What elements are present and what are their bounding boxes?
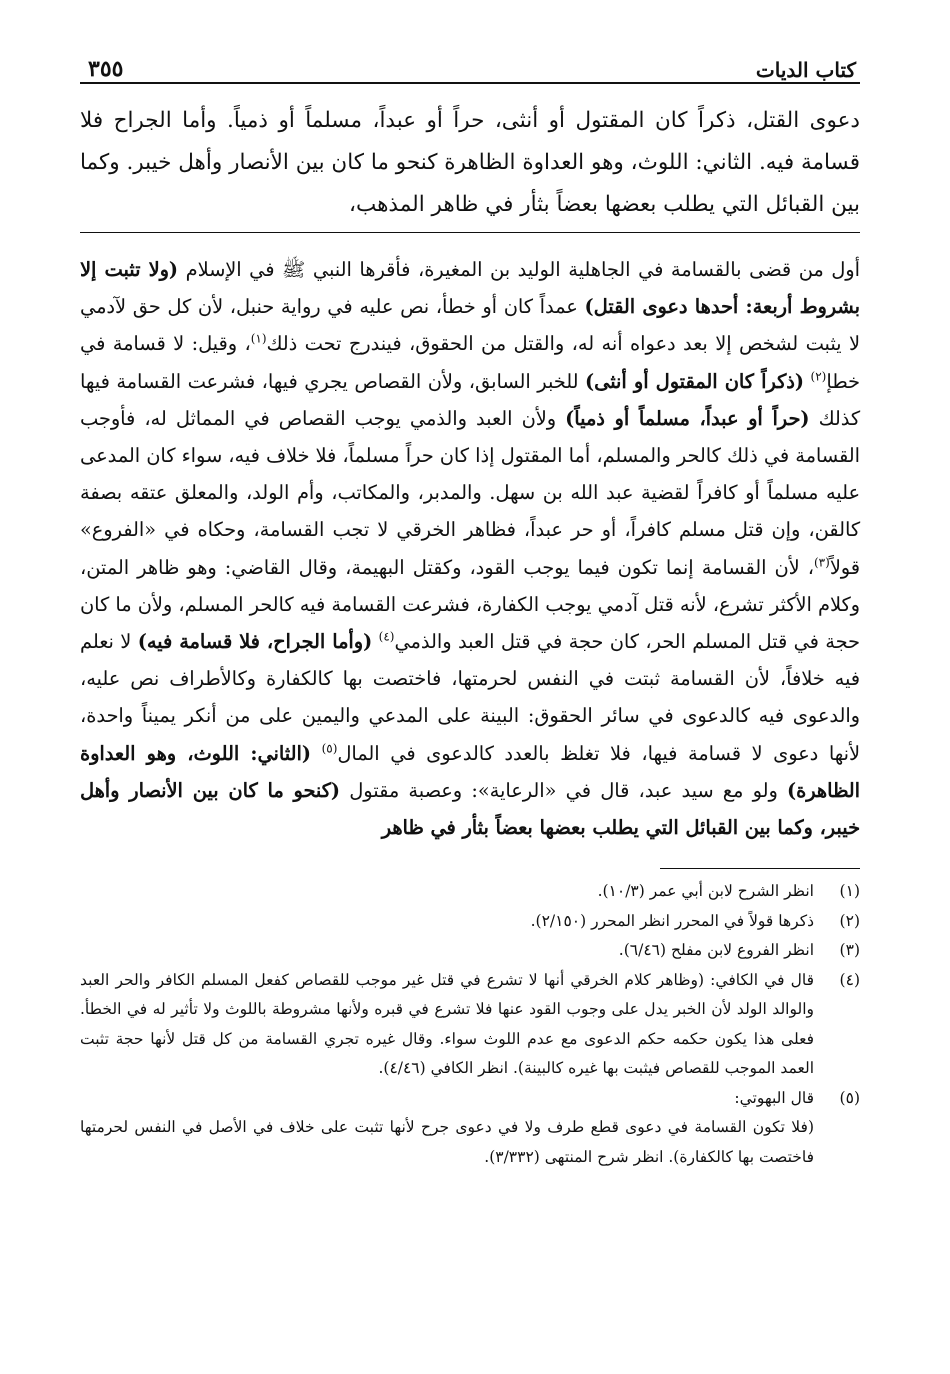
footnote-ref-1[interactable]: (١) xyxy=(250,331,267,346)
footnote-text: (فلا تكون القسامة في دعوى قطع طرف ولا في دعوى جرح لأنها تثبت على خلاف في الأصل في النفس لحرمتها فاختصت بها كالكفارة). انظر شرح المنتهى (٣/٣٣٢). xyxy=(80,1118,814,1166)
footnote-text: قال البهوتي: xyxy=(734,1088,814,1107)
matn-separator xyxy=(80,232,860,233)
footnote-number: (٥) xyxy=(839,1088,860,1107)
matn-quote: (حراً أو عبداً، مسلماً أو ذمياً) xyxy=(565,406,810,430)
footnote-number: (١) xyxy=(839,882,860,901)
footnote-text: انظر الشرح لابن أبي عمر (١٠/٣). xyxy=(597,882,814,901)
matn-quote: (ذكراً كان المقتول أو أنثى) xyxy=(585,369,804,393)
footnote-text: انظر الفروع لابن مفلح (٦/٤٦). xyxy=(618,941,814,960)
footnote-item xyxy=(80,966,860,1084)
matn-quote: (كنحو ما كان بين الأنصار وأهل خيبر، وكما بين القبائل التي يطلب بعضها بعضاً بثأر في ظاهر xyxy=(80,778,860,840)
footnote-ref-2[interactable]: (٢) xyxy=(810,369,827,384)
footnote-ref-4[interactable]: (٤) xyxy=(378,629,395,644)
matn-text: دعوى القتل، ذكراً كان المقتول أو أنثى، حراً أو عبداً، مسلماً أو ذمياً. وأما الجراح فلا قسامة فيه. الثاني: اللوث، وهو العداوة الظاهرة كنحو ما كان بين الأنصار وأهل خيبر. وكما بين القبائل التي يطلب بعضها بعضاً بثأر في ظاهر المذهب، xyxy=(80,108,860,217)
footnote-item xyxy=(80,877,860,907)
page-number: ٣٥٥ xyxy=(88,56,124,82)
sharh-text: ولأن العبد والذمي يوجب القصاص في المماثل له، فأوجب القسامة في ذلك كالحر والمسلم، أما المقتول إذا كان حراً مسلماً، فلا خلاف فيه، سواء كان المدعى عليه مسلماً أو كافراً لقضية عبد الله بن سهل. والمدبر، والمكاتب، وأم الولد، والمعلق عتقه بصفة كالقن، وإن قتل مسلم كافراً، أو حر عبداً، فظاهر الخرقي لا تجب القسامة، وحكاه في «الفروع» قولاً xyxy=(80,406,860,579)
footnote-number: (٤) xyxy=(839,970,860,989)
footnote-text: قال في الكافي: (وظاهر كلام الخرقي أنها لا تشرع في قتل غير موجب للقصاص كفعل المسلم الكافر والحر العبد والوالد الولد لأن الخبر يدل على وجوب القود عنها فلا تشرع في قبره ولأنها مشروطة باللوث ولا تأثير له في الخطأ. فعلى هذا يكون حكمه حكم الدعوى مع عدم اللوث سواء. وقال غيره تجري القسامة من كل قتل لأنها حجة تثبت العمد الموجب للقصاص فيثبت بها غيره كالبينة). انظر الكافي (٤/٤٦). xyxy=(80,970,814,1078)
sharh-text: لا نعلم فيه خلافاً، لأن القسامة ثبتت في النفس لحرمتها، فاختصت بها كالكفارة وكالأطراف نص عليه، والدعوى فيه كالدعوى في سائر الحقوق: البينة على المدعي واليمين على من أنكر يميناً واحدة، لأنها دعوى لا قسامة فيها، فلا تغلظ بالعدد كالدعوى في المال xyxy=(80,630,860,765)
matn-quote: (ولا تثبت إلا بشروط أربعة: أحدها دعوى القتل) xyxy=(80,258,860,319)
sharh-text: ، وقيل: لا قسامة في خطإ xyxy=(80,332,860,393)
sharh-text: عمداً كان أو خطأ، نص عليه في رواية حنبل، لأن كل حق لآدمي لا يثبت لشخص إلا بعد دعواه أنه له، والقتل من الحقوق، فيندرج تحت ذلك xyxy=(80,295,860,356)
footnote-separator xyxy=(660,868,860,869)
footnote-number: (٣) xyxy=(839,941,860,960)
footnote-ref-3[interactable]: (٣) xyxy=(813,555,830,570)
matn-quote: (وأما الجراح، فلا قسامة فيه) xyxy=(137,630,373,654)
footnote-text: ذكرها قولاً في المحرر انظر المحرر (٢/١٥٠). xyxy=(530,911,814,930)
running-head xyxy=(80,48,860,84)
matn-quote: (الثاني: اللوث، وهو العداوة الظاهرة) xyxy=(80,741,861,802)
footnote-number: (٢) xyxy=(839,911,860,930)
sharh-text xyxy=(311,742,322,765)
sharh-text: أول من قضى بالقسامة في الجاهلية الوليد بن المغيرة، فأقرها النبي ﷺ في الإسلام xyxy=(178,258,860,281)
footnote-item xyxy=(80,936,860,966)
sharh-text: ، لأن القسامة إنما تكون فيما يوجب القود، وكقتل البهيمة، وقال القاضي: وهو ظاهر المتن، وكلام الأكثر تشرع، لأنه قتل آدمي يوجب الكفارة، فشرعت القسامة فيه كالحر المسلم، ولأن ما كان حجة في قتل المسلم الحر، كان حجة في قتل العبد والذمي xyxy=(80,555,860,654)
book-title: كتاب الديات xyxy=(755,58,856,82)
sharh-text: ولو مع سيد عبد، قال في «الرعاية»: وعصبة مقتول xyxy=(340,778,788,802)
page xyxy=(80,48,860,1172)
sharh-commentary xyxy=(80,251,860,846)
footnotes xyxy=(80,877,860,1172)
footnote-ref-5[interactable]: (٥) xyxy=(321,741,338,756)
sharh-text: للخبر السابق، ولأن القصاص يجري فيها، فشرعت القسامة فيها كذلك xyxy=(80,369,861,430)
footnote-item xyxy=(80,907,860,937)
sharh-paragraph xyxy=(80,251,860,846)
footnote-item xyxy=(80,1084,860,1114)
footnote-item xyxy=(80,1113,860,1172)
